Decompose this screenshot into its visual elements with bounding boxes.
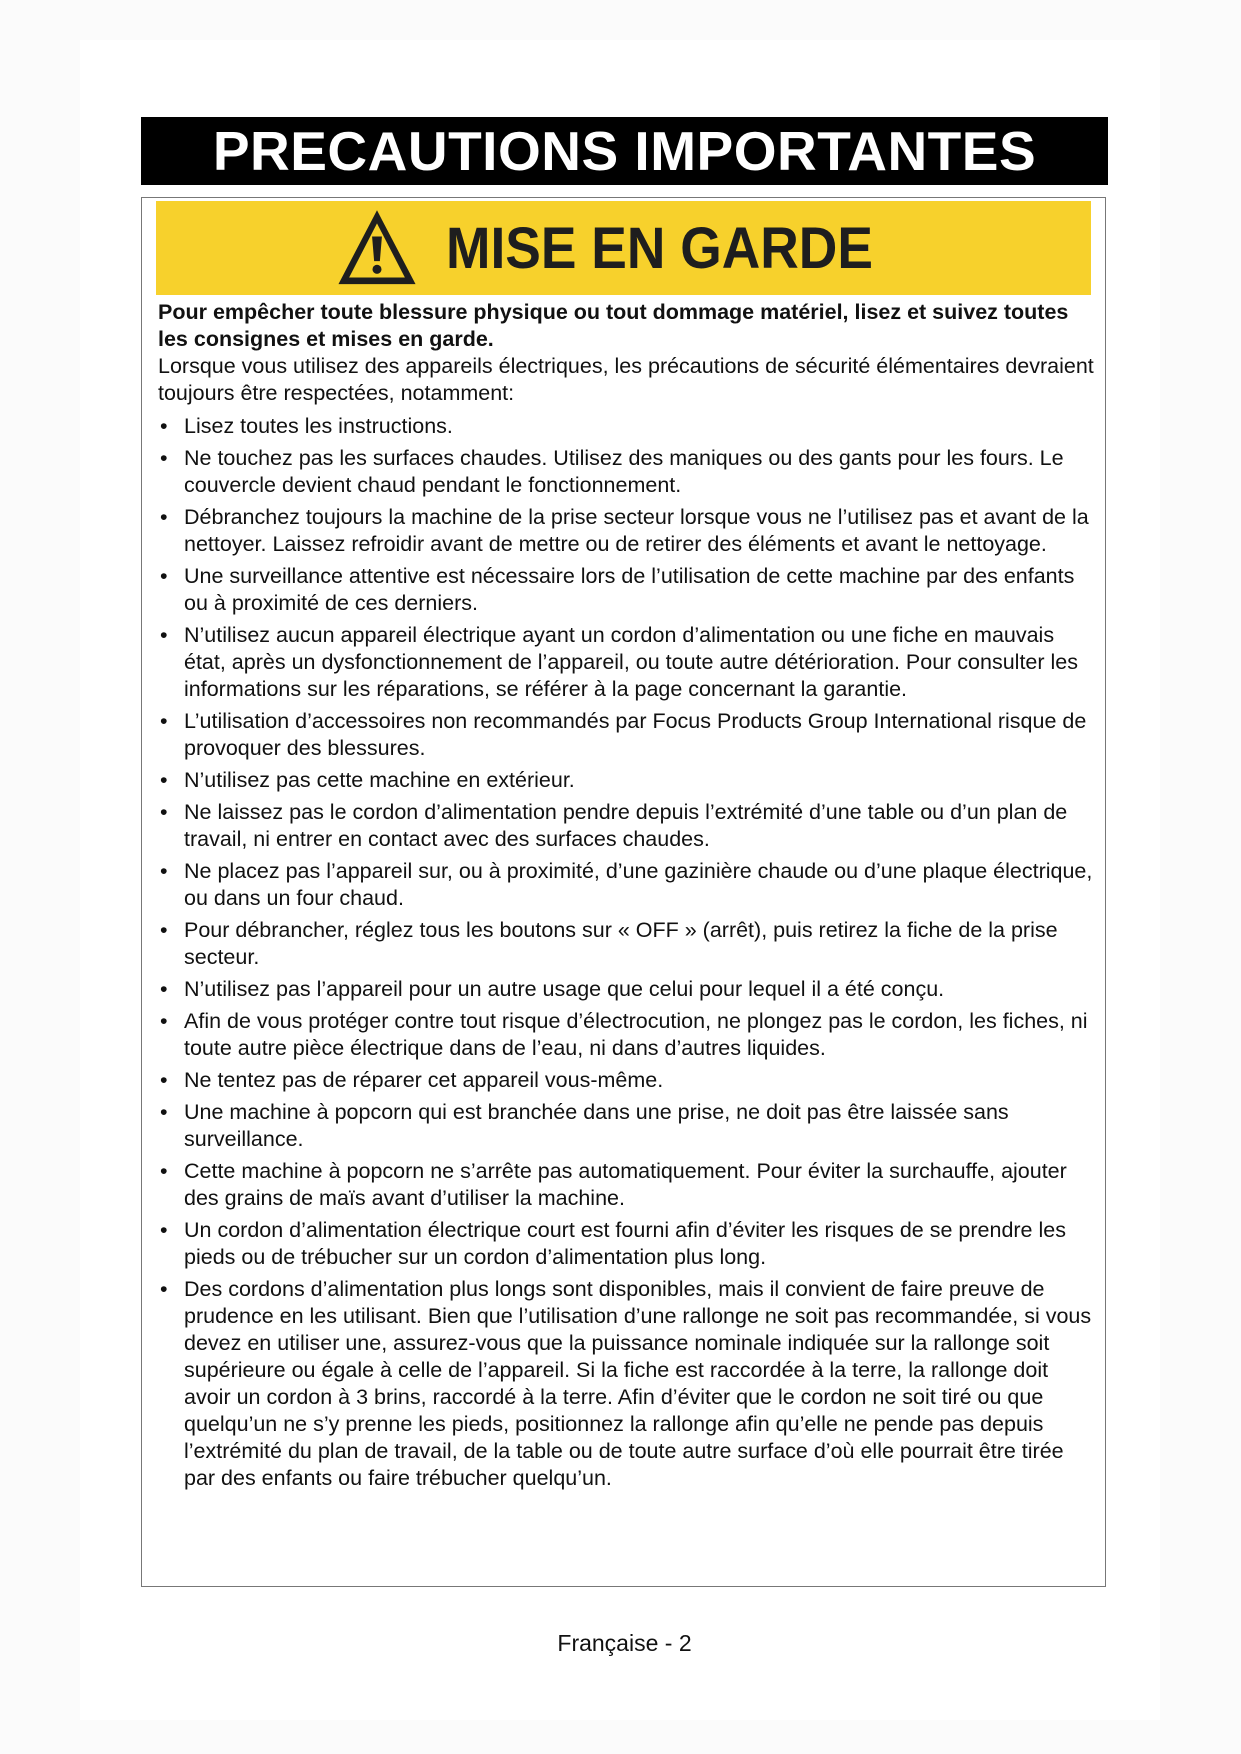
bullet-icon: • [160, 859, 168, 883]
bullet-icon: • [160, 564, 168, 588]
page-title [141, 117, 1108, 185]
bullet-icon: • [160, 1068, 168, 1092]
list-item [158, 1099, 1098, 1153]
list-item [158, 799, 1098, 853]
precautions-list [158, 413, 1098, 1492]
list-item [158, 1158, 1098, 1212]
bullet-icon: • [160, 505, 168, 529]
list-item-text: Afin de vous protéger contre tout risque d’électrocution, ne plongez pas le cordon, les fiches, ni toute autre pièce électrique dans de l’eau, ni dans d’autres liquides. [184, 1009, 1088, 1060]
bullet-icon: • [160, 1277, 168, 1301]
bullet-icon: • [160, 414, 168, 438]
list-item [158, 1067, 1098, 1094]
list-item-text: Ne laissez pas le cordon d’alimentation pendre depuis l’extrémité d’une table ou d’un plan de travail, ni entrer en contact avec des surfaces chaudes. [184, 800, 1068, 851]
list-item-text: Ne placez pas l’appareil sur, ou à proximité, d’une gazinière chaude ou d’une plaque électrique, ou dans un four chaud. [184, 859, 1093, 910]
list-item-text: Un cordon d’alimentation électrique court est fourni afin d’éviter les risques de se prendre les pieds ou de trébucher sur un cordon d’alimentation plus long. [184, 1218, 1066, 1269]
list-item [158, 858, 1098, 912]
list-item-text: Débranchez toujours la machine de la prise secteur lorsque vous ne l’utilisez pas et avant de la nettoyer. Laissez refroidir avant de mettre ou de retirer des éléments et avant le nettoyage. [184, 505, 1089, 556]
page-footer [0, 1630, 1241, 1657]
page-title-text: PRECAUTIONS IMPORTANTES [212, 120, 1037, 182]
page-number: Française - 2 [557, 1630, 692, 1656]
list-item-text: N’utilisez aucun appareil électrique ayant un cordon d’alimentation ou une fiche en mauvais état, après un dysfonctionnement de l’appareil, ou toute autre détérioration. Pour consulter les informations sur les réparations, se référer à la page concernant la garantie. [184, 623, 1078, 701]
list-item [158, 504, 1098, 558]
warning-banner [156, 201, 1091, 295]
bullet-icon: • [160, 1218, 168, 1242]
list-item [158, 1217, 1098, 1271]
list-item-text: Une surveillance attentive est nécessaire lors de l’utilisation de cette machine par des enfants ou à proximité de ces derniers. [184, 564, 1075, 615]
list-item [158, 1008, 1098, 1062]
list-item-text: N’utilisez pas l’appareil pour un autre usage que celui pour lequel il a été conçu. [184, 977, 945, 1001]
list-item-text: Lisez toutes les instructions. [184, 414, 453, 438]
list-item-text: Ne touchez pas les surfaces chaudes. Utilisez des maniques ou des gants pour les fours. Le couvercle devient chaud pendant le fonctionnement. [184, 446, 1064, 497]
list-item [158, 1276, 1098, 1492]
warning-triangle-icon [336, 207, 418, 289]
list-item-text: Des cordons d’alimentation plus longs sont disponibles, mais il convient de faire preuve de prudence en les utilisant. Bien que l’utilisation d’une rallonge ne soit pas recommandée, si vous devez en utiliser une, assurez-vous que la puissance nominale indiquée sur la rallonge soit supérieure ou égale à celle de l’appareil. Si la fiche est raccordée à la terre, la rallonge doit avoir un cordon à 3 brins, raccordé à la terre. Afin d’éviter que le cordon ne soit tiré ou que quelqu’un ne s’y prenne les pieds, positionnez la rallonge afin qu’elle ne pende pas depuis l’extrémité du plan de travail, de la table ou de toute autre surface d’où elle pourrait être tirée par des enfants ou faire trébucher quelqu’un. [184, 1277, 1092, 1490]
list-item [158, 563, 1098, 617]
list-item [158, 767, 1098, 794]
list-item [158, 976, 1098, 1003]
list-item [158, 413, 1098, 440]
intro-bold-text: Pour empêcher toute blessure physique ou tout dommage matériel, lisez et suivez toutes les consignes et mises en garde. [158, 300, 1069, 351]
bullet-icon: • [160, 709, 168, 733]
bullet-icon: • [160, 623, 168, 647]
list-item-text: Pour débrancher, réglez tous les boutons sur « OFF » (arrêt), puis retirez la fiche de la prise secteur. [184, 918, 1058, 969]
bullet-icon: • [160, 918, 168, 942]
bullet-icon: • [160, 1159, 168, 1183]
bullet-icon: • [160, 768, 168, 792]
warning-label: MISE EN GARDE [446, 215, 874, 281]
bullet-icon: • [160, 977, 168, 1001]
bullet-icon: • [160, 446, 168, 470]
bullet-icon: • [160, 1100, 168, 1124]
list-item [158, 708, 1098, 762]
bullet-icon: • [160, 800, 168, 824]
list-item [158, 622, 1098, 703]
precautions-box [141, 197, 1106, 1587]
precautions-text [158, 299, 1098, 1497]
list-item-text: Une machine à popcorn qui est branchée dans une prise, ne doit pas être laissée sans surveillance. [184, 1100, 1009, 1151]
bullet-icon: • [160, 1009, 168, 1033]
list-item-text: Ne tentez pas de réparer cet appareil vous-même. [184, 1068, 664, 1092]
list-item-text: Cette machine à popcorn ne s’arrête pas automatiquement. Pour éviter la surchauffe, ajouter des grains de maïs avant d’utiliser la machine. [184, 1159, 1067, 1210]
list-item-text: N’utilisez pas cette machine en extérieur. [184, 768, 575, 792]
list-item-text: L’utilisation d’accessoires non recommandés par Focus Products Group International risque de provoquer des blessures. [184, 709, 1087, 760]
list-item [158, 917, 1098, 971]
list-item [158, 445, 1098, 499]
intro-text: Lorsque vous utilisez des appareils électriques, les précautions de sécurité élémentaires devraient toujours être respectées, notamment: [158, 354, 1094, 405]
